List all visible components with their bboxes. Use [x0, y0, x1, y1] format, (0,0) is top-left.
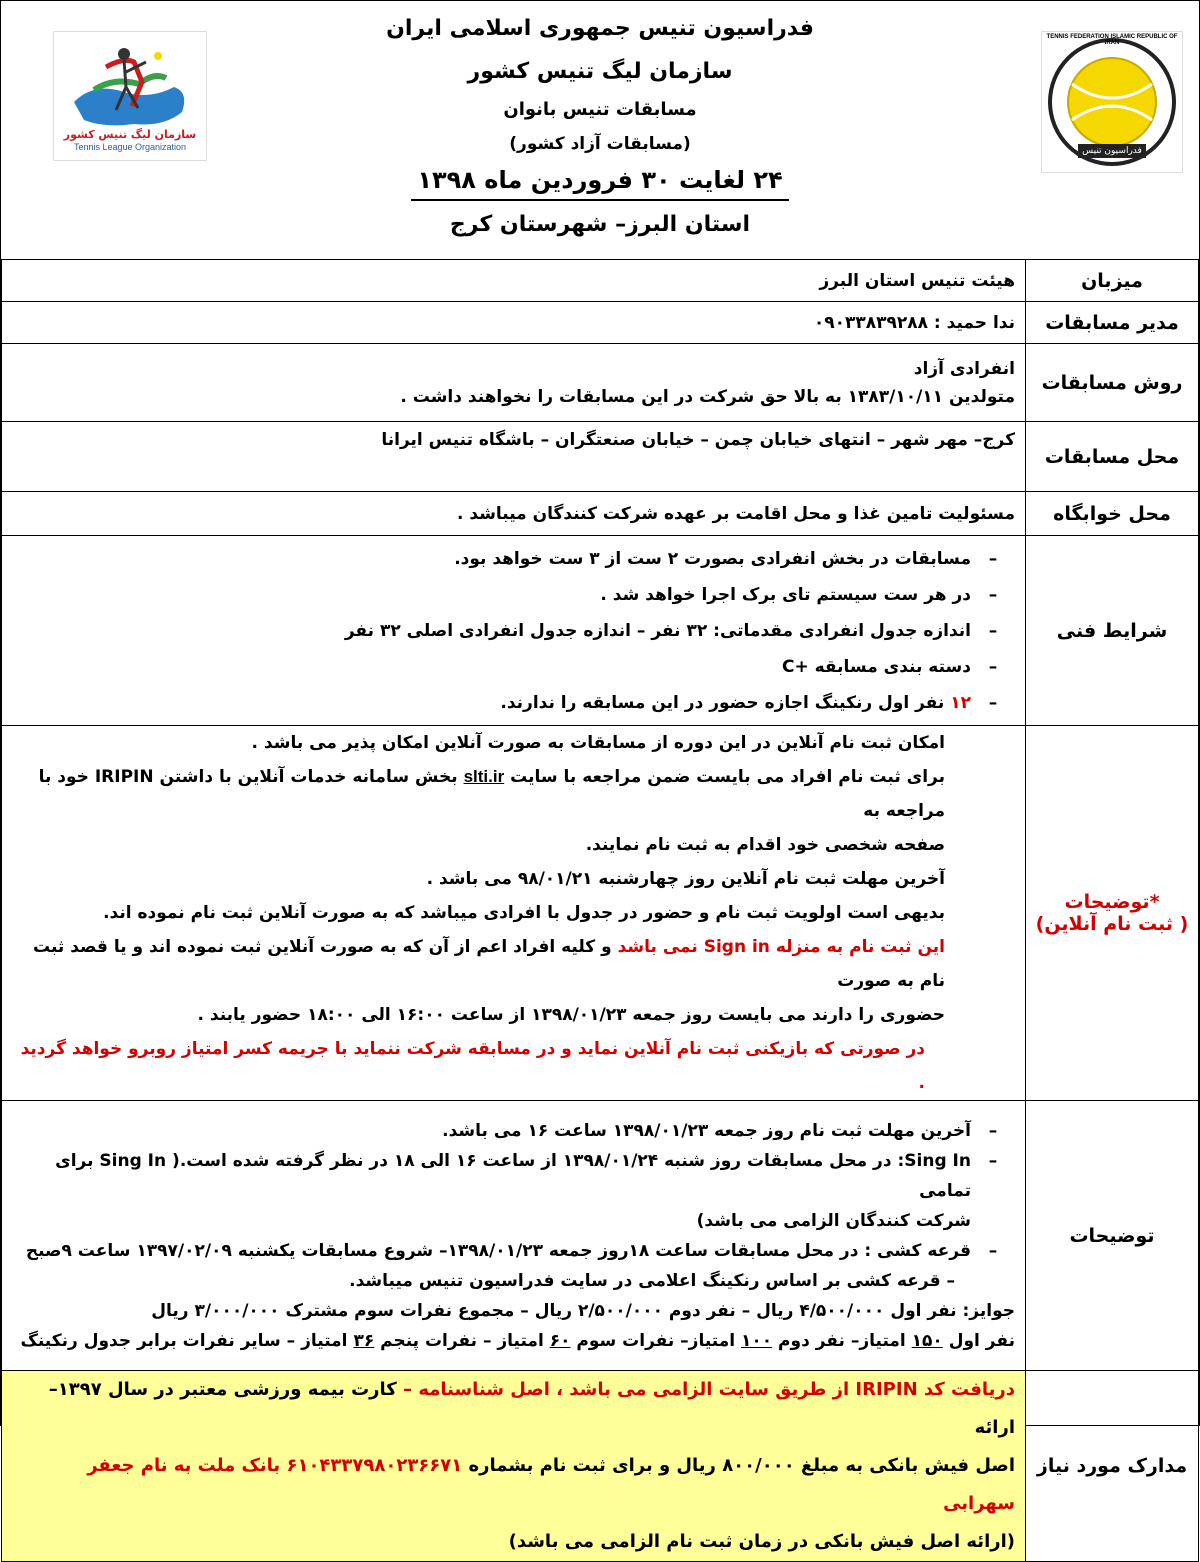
logo-right-persian: فدراسیون تنیس	[1082, 146, 1142, 156]
logo-right-english: TENNIS FEDERATION ISLAMIC REPUBLIC OF IRAN	[1046, 34, 1178, 46]
value-method	[2, 344, 1026, 422]
event-title: مسابقات تنیس بانوان	[503, 99, 697, 120]
row-venue	[2, 422, 1199, 492]
info-table	[1, 259, 1199, 1562]
row-online	[2, 726, 1199, 1101]
header	[1, 1, 1199, 260]
value-notes	[2, 1101, 1026, 1371]
row-manager	[2, 302, 1199, 344]
online-line: بدیهی است اولویت ثبت نام و حضور در جدول با افرادی میباشد که به صورت آنلاین ثبت نام نموده اند.	[103, 903, 945, 923]
online-line: برای ثبت نام افراد می بایست ضمن مراجعه با سایت slti.ir بخش سامانه خدمات آنلاین با داشتن IRIPIN خود با مراجعه به	[38, 767, 945, 821]
event-date: ۲۴ لغایت ۳۰ فروردین ماه ۱۳۹۸	[411, 161, 788, 201]
row-notes	[2, 1101, 1199, 1371]
event-location: استان البرز– شهرستان کرج	[449, 212, 751, 237]
label-manager: مدیر مسابقات	[1026, 302, 1199, 344]
value-lodging: مسئولیت تامین غذا و محل اقامت بر عهده شرکت کنندگان میباشد .	[2, 492, 1026, 536]
tech-item: – در هر ست سیستم تای برک اجرا خواهد شد .	[600, 584, 998, 605]
notes-item-cont: شرکت کنندگان الزامی می باشد)	[696, 1210, 971, 1231]
notes-item: – Sing In: در محل مسابقات روز شنبه ۱۳۹۸/۰۱/۲۴ از ساعت ۱۶ الی ۱۸ در نظر گرفته شده است.( Sing In برای تمامی	[55, 1150, 998, 1201]
value-venue: کرج– مهر شهر – انتهای خیابان چمن – خیابان صنعتگران – باشگاه تنیس ایرانا	[2, 422, 1026, 492]
value-technical	[2, 536, 1026, 726]
value-manager: ندا حمید : ۰۹۰۳۳۸۳۹۲۸۸	[2, 302, 1026, 344]
row-host	[2, 260, 1199, 302]
value-docs	[2, 1371, 1026, 1562]
row-method	[2, 344, 1199, 422]
online-line: آخرین مهلت ثبت نام آنلاین روز چهارشنبه ۹۸/۰۱/۲۱ می باشد .	[426, 869, 945, 889]
tech-item: – دسته بندی مسابقه +C	[781, 656, 998, 677]
notes-item: – آخرین مهلت ثبت نام روز جمعه ۱۳۹۸/۰۱/۲۳ ساعت ۱۶ می باشد.	[442, 1120, 998, 1141]
docs-line: اصل فیش بانکی به مبلغ ۸۰۰/۰۰۰ ریال و برای ثبت نام بشماره ۶۱۰۴۳۳۷۹۸۰۲۳۶۶۷۱ بانک ملت به نام جعفر سهرابی	[87, 1455, 1015, 1514]
online-line: امکان ثبت نام آنلاین در این دوره از مسابقات به صورت آنلاین امکان پذیر می باشد .	[251, 733, 945, 753]
slti-link[interactable]: slti.ir	[463, 767, 505, 786]
label-method: روش مسابقات	[1026, 344, 1199, 422]
row-technical	[2, 536, 1199, 726]
online-line: این ثبت نام به منزله Sign in نمی باشد و کلیه افراد اعم از آن که به صورت آنلاین ثبت نموده اند و یا قصد ثبت نام به صورت	[32, 937, 945, 991]
docs-line: (ارائه اصل فیش بانکی در زمان ثبت نام الزامی می باشد)	[508, 1531, 1015, 1552]
tech-item: – ۱۲ نفر اول رنکینگ اجازه حضور در این مسابقه را ندارند.	[500, 692, 998, 713]
label-online: *توضیحات ( ثبت نام آنلاین)	[1026, 726, 1199, 1101]
label-docs: مدارک مورد نیاز	[1026, 1371, 1199, 1562]
online-line: در صورتی که بازیکنی ثبت نام آنلاین نماید و در مسابقه شرکت ننماید با جریمه کسر امتیاز روبرو خواهد گردید .	[20, 1039, 925, 1093]
logo-left-english: Tennis League Organization	[73, 142, 187, 152]
method-line-1: انفرادی آزاد	[913, 358, 1015, 379]
row-lodging	[2, 492, 1199, 536]
label-lodging: محل خوابگاه	[1026, 492, 1199, 536]
value-host: هیئت تنیس استان البرز	[2, 260, 1026, 302]
label-host: میزبان	[1026, 260, 1199, 302]
tech-item: – اندازه جدول انفرادی مقدماتی: ۳۲ نفر – اندازه جدول انفرادی اصلی ۳۲ نفر	[344, 620, 998, 641]
federation-title: فدراسیون تنیس جمهوری اسلامی ایران	[386, 16, 814, 41]
row-docs	[2, 1371, 1199, 1562]
value-online	[2, 726, 1026, 1101]
method-line-2: متولدین ۱۳۸۳/۱۰/۱۱ به بالا حق شرکت در این مسابقات را نخواهند داشت .	[400, 386, 1015, 407]
tech-item: – مسابقات در بخش انفرادی بصورت ۲ ست از ۳ ست خواهد بود.	[454, 548, 998, 569]
label-venue: محل مسابقات	[1026, 422, 1199, 492]
label-technical: شرایط فنی	[1026, 536, 1199, 726]
league-title: سازمان لیگ تنیس کشور	[467, 59, 733, 84]
notes-item-cont: – قرعه کشی بر اساس رنکینگ اعلامی در سایت فدراسیون تنیس میباشد.	[349, 1270, 955, 1291]
notes-item: – قرعه کشی : در محل مسابقات ساعت ۱۸روز جمعه ۱۳۹۸/۰۱/۲۳– شروع مسابقات یکشنبه ۱۳۹۷/۰۲/۰۹ ساعت ۹صبح	[25, 1240, 998, 1261]
prizes-line: جوایز: نفر اول ۴/۵۰۰/۰۰۰ ریال – نفر دوم ۲/۵۰۰/۰۰۰ ریال – مجموع نفرات سوم مشترک ۳/۰۰۰/۰۰۰ ریال	[151, 1300, 1015, 1321]
points-line: نفر اول ۱۵۰ امتیاز– نفر دوم ۱۰۰ امتیاز– نفرات سوم ۶۰ امتیاز – نفرات پنجم ۳۶ امتیاز – سایر نفرات برابر جدول رنکینگ	[20, 1330, 1015, 1351]
event-subtitle: (مسابقات آزاد کشور)	[509, 134, 691, 154]
logo-left-persian: سازمان لیگ تنیس کشور	[63, 128, 197, 141]
online-line: حضوری را دارند می بایست روز جمعه ۱۳۹۸/۰۱/۲۳ از ساعت ۱۶:۰۰ الی ۱۸:۰۰ حضور یابند .	[197, 1005, 945, 1025]
tennis-federation-logo	[1041, 31, 1183, 173]
tennis-league-logo	[53, 31, 207, 161]
online-line: صفحه شخصی خود اقدام به ثبت نام نمایند.	[585, 835, 945, 855]
header-text	[241, 7, 959, 245]
docs-line: دریافت کد IRIPIN از طریق سایت الزامی می باشد ، اصل شناسنامه – کارت بیمه ورزشی معتبر در سال ۱۳۹۷– ارائه	[48, 1379, 1015, 1438]
label-notes: توضیحات	[1026, 1101, 1199, 1371]
